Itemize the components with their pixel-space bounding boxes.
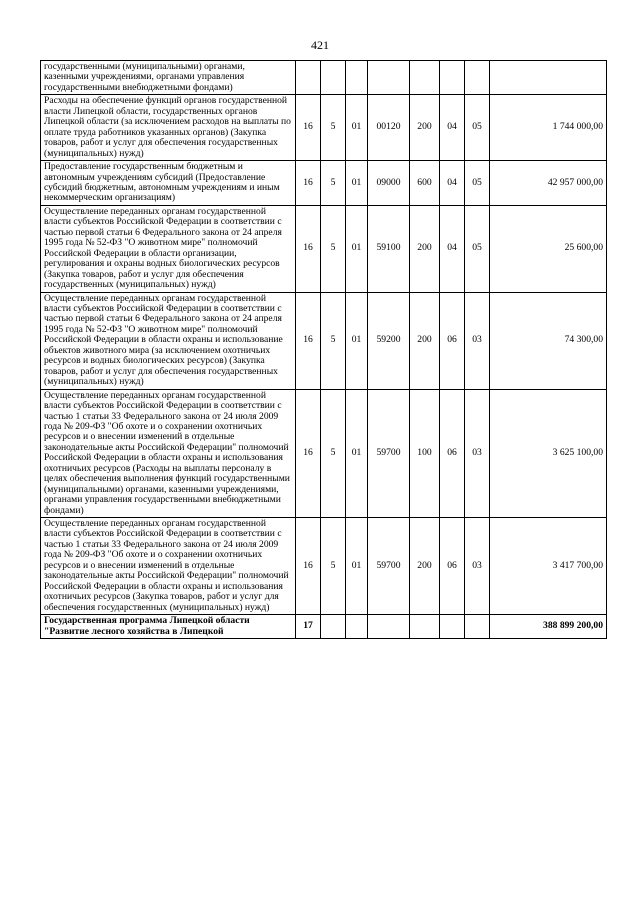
expense-type-code: 200 [410,205,440,292]
table-row [41,161,607,206]
table-row [41,61,607,95]
subprogram-code: 5 [321,518,346,615]
subsection-code: 03 [465,518,490,615]
table-row [41,292,607,389]
program-code: 17 [296,615,321,639]
main-activity-code: 01 [346,95,368,161]
expense-direction-code: 00120 [368,95,410,161]
row-amount [490,61,607,95]
expense-direction-code: 59700 [368,518,410,615]
program-code: 16 [296,518,321,615]
section-code: 06 [440,389,465,517]
main-activity-code [346,61,368,95]
row-description: Осуществление переданных органам государственной власти субъектов Российской Федерации в соответствии с частью 1 статьи 33 Федерального закона от 24 июля 2009 года № 209-ФЗ "Об охоте и о сохранении охотничьих ресурсов и о внесении изменений в отдельные законодательные акты Российской Федерации" полномочий Российской Федерации в области охраны и использования охотничьих ресурсов (Расходы на выплаты персоналу в целях обеспечения выполнения функций государственными (муниципальными) органами, казенными учреждениями, органами управления государственными внебюджетными фондами) [41,389,296,517]
expense-type-code: 100 [410,389,440,517]
row-description: государственными (муниципальными) органами, казенными учреждениями, органами управления государственными внебюджетными фондами) [41,61,296,95]
program-code: 16 [296,161,321,206]
subprogram-code: 5 [321,205,346,292]
row-amount: 3 417 700,00 [490,518,607,615]
row-description: Предоставление государственным бюджетным и автономным учреждениям субсидий (Предоставление субсидий бюджетным, автономным учреждениям и иным некоммерческим организациям) [41,161,296,206]
section-code: 04 [440,205,465,292]
main-activity-code: 01 [346,389,368,517]
table-body [41,61,607,639]
row-amount: 3 625 100,00 [490,389,607,517]
subsection-code: 05 [465,161,490,206]
expense-type-code [410,615,440,639]
main-activity-code: 01 [346,205,368,292]
program-code: 16 [296,389,321,517]
program-code: 16 [296,95,321,161]
row-amount: 1 744 000,00 [490,95,607,161]
subsection-code [465,615,490,639]
table-row [41,205,607,292]
expense-direction-code: 59100 [368,205,410,292]
table-row [41,95,607,161]
budget-table [40,60,607,639]
subsection-code: 05 [465,95,490,161]
main-activity-code: 01 [346,518,368,615]
expense-type-code: 600 [410,161,440,206]
expense-direction-code [368,615,410,639]
section-code: 06 [440,292,465,389]
expense-type-code: 200 [410,95,440,161]
subprogram-code [321,61,346,95]
row-description: Осуществление переданных органам государственной власти субъектов Российской Федерации в соответствии с частью первой статьи 6 Федерального закона от 24 апреля 1995 года № 52-ФЗ "О животном мире" полномочий Российской Федерации в области охраны и использование объектов животного мира (за исключением охотничьих ресурсов и водных биологических ресурсов) (Закупка товаров, работ и услуг для обеспечения государственных (муниципальных) нужд) [41,292,296,389]
row-description: Расходы на обеспечение функций органов государственной власти Липецкой области, государственных органов Липецкой области (за исключением расходов на выплаты по оплате труда работников указанных органов) (Закупка товаров, работ и услуг для обеспечения государственных (муниципальных) нужд) [41,95,296,161]
main-activity-code: 01 [346,292,368,389]
subprogram-code: 5 [321,161,346,206]
subprogram-code: 5 [321,389,346,517]
expense-type-code: 200 [410,518,440,615]
section-code: 06 [440,518,465,615]
section-code [440,61,465,95]
table-row [41,389,607,517]
program-code: 16 [296,292,321,389]
table-row [41,615,607,639]
subprogram-code [321,615,346,639]
subsection-code: 03 [465,292,490,389]
row-amount: 74 300,00 [490,292,607,389]
subprogram-code: 5 [321,292,346,389]
row-description: Государственная программа Липецкой области "Развитие лесного хозяйства в Липецкой [41,615,296,639]
table-row [41,518,607,615]
subsection-code [465,61,490,95]
subsection-code: 03 [465,389,490,517]
expense-direction-code: 59200 [368,292,410,389]
section-code: 04 [440,161,465,206]
row-amount: 388 899 200,00 [490,615,607,639]
main-activity-code [346,615,368,639]
expense-type-code [410,61,440,95]
program-code: 16 [296,205,321,292]
section-code: 04 [440,95,465,161]
row-description: Осуществление переданных органам государственной власти субъектов Российской Федерации в соответствии с частью 1 статьи 33 Федерального закона от 24 июля 2009 года № 209-ФЗ "Об охоте и о сохранении охотничьих ресурсов и о внесении изменений в отдельные законодательные акты Российской Федерации" полномочий Российской Федерации в области охраны и использования охотничьих ресурсов (Закупка товаров, работ и услуг для обеспечения государственных (муниципальных) нужд) [41,518,296,615]
page-number: 421 [311,38,329,52]
program-code [296,61,321,95]
expense-direction-code [368,61,410,95]
subsection-code: 05 [465,205,490,292]
row-description: Осуществление переданных органам государственной власти субъектов Российской Федерации в соответствии с частью первой статьи 6 Федерального закона от 24 апреля 1995 года № 52-ФЗ "О животном мире" полномочий Российской Федерации в области организации, регулирования и охраны водных биологических ресурсов (Закупка товаров, работ и услуг для обеспечения государственных (муниципальных) нужд) [41,205,296,292]
row-amount: 42 957 000,00 [490,161,607,206]
expense-direction-code: 09000 [368,161,410,206]
section-code [440,615,465,639]
main-activity-code: 01 [346,161,368,206]
subprogram-code: 5 [321,95,346,161]
row-amount: 25 600,00 [490,205,607,292]
expense-direction-code: 59700 [368,389,410,517]
expense-type-code: 200 [410,292,440,389]
